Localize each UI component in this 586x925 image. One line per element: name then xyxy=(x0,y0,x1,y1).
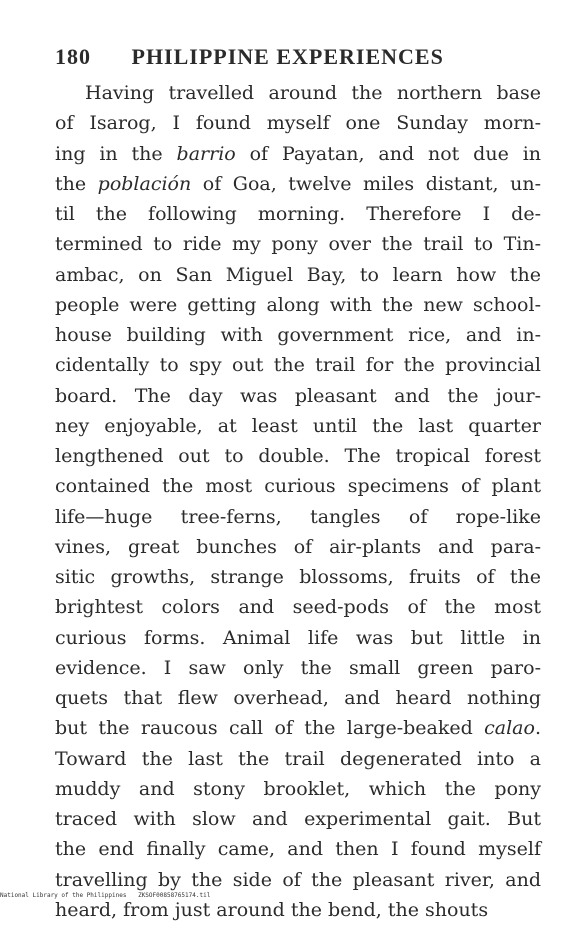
text-line: curious forms. Animal life was but little in xyxy=(55,626,541,649)
text-line: contained the most curious specimens of plant xyxy=(55,475,541,498)
text-line: Having travelled around the northern base xyxy=(85,82,541,104)
text-line: ambac, on San Miguel Bay, to learn how the xyxy=(55,263,541,286)
text-line: vines, great bunches of air-plants and para- xyxy=(55,535,541,558)
text-line: travelling by the side of the pleasant river, and xyxy=(55,868,541,891)
text-line: evidence. I saw only the small green paro- xyxy=(55,656,541,679)
text-line: brightest colors and seed-pods of the most xyxy=(55,596,541,619)
text-line: ing in the barrio of Payatan, and not due in xyxy=(55,142,542,165)
running-title: PHILIPPINE EXPERIENCES xyxy=(131,44,444,69)
text-line: the end finally came, and then I found myself xyxy=(55,838,541,861)
text-line: sitic growths, strange blossoms, fruits of the xyxy=(55,566,541,588)
text-line: people were getting along with the new school- xyxy=(55,293,541,316)
text-line: the población of Goa, twelve miles distant, un- xyxy=(55,172,542,195)
text-line: Toward the last the trail degenerated into a xyxy=(55,747,541,770)
text-line: termined to ride my pony over the trail to Tin- xyxy=(55,233,541,256)
text-line: cidentally to spy out the trail for the provincial xyxy=(55,354,541,377)
text-line: til the following morning. Therefore I de- xyxy=(55,203,541,225)
text-line: lengthened out to double. The tropical forest xyxy=(55,445,541,467)
library-name: National Library of the Philippines xyxy=(0,892,127,899)
scan-identifier: ZKSOF00858765174.til xyxy=(138,892,211,899)
page-number: 180 xyxy=(55,44,91,69)
text-line: but the raucous call of the large-beaked calao. xyxy=(55,717,541,740)
text-line: of Isarog, I found myself one Sunday morn- xyxy=(55,112,541,135)
text-line: house building with government rice, and in- xyxy=(55,324,541,346)
running-header xyxy=(55,44,535,74)
text-line: muddy and stony brooklet, which the pony xyxy=(55,777,541,800)
text-line: ney enjoyable, at least until the last quarter xyxy=(55,414,541,437)
text-line: life—huge tree-ferns, tangles of rope-like xyxy=(55,505,541,528)
text-line: board. The day was pleasant and the jour- xyxy=(55,384,541,407)
text-line: quets that flew overhead, and heard nothing xyxy=(55,687,541,709)
scan-footer xyxy=(0,892,218,900)
text-line: heard, from just around the bend, the shouts xyxy=(55,898,489,921)
body-paragraph xyxy=(55,78,541,925)
text-line: traced with slow and experimental gait. But xyxy=(55,808,541,830)
